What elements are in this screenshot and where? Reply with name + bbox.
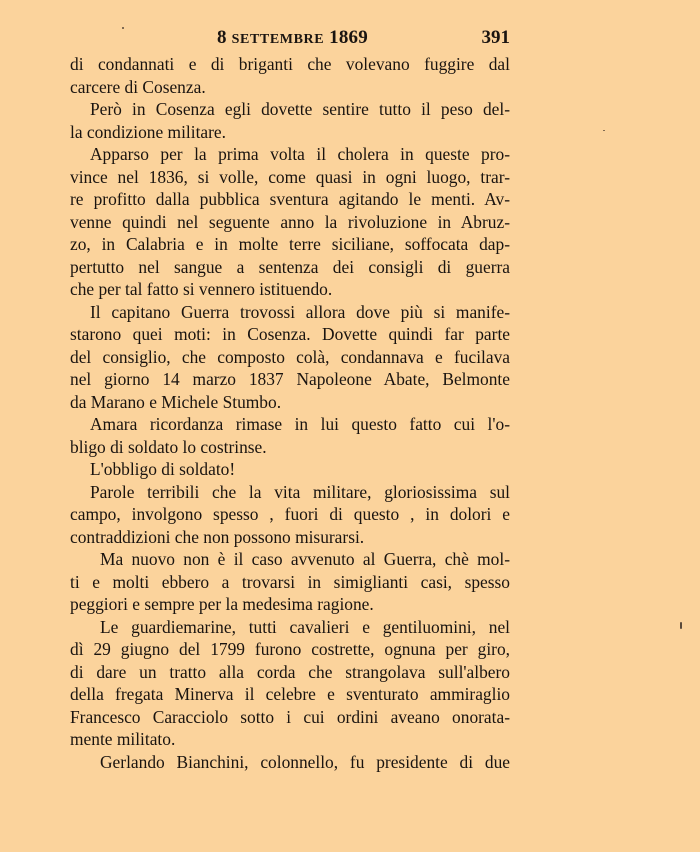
text-line: di condannati e di briganti che volevano fuggire dal: [70, 54, 510, 74]
text-line: contraddizioni che non possono misurarsi.: [70, 526, 365, 547]
paper-speck: [680, 622, 682, 629]
text-line: Le guardiemarine, tutti cavalieri e gentiluomini, nel: [100, 616, 510, 637]
text-line: campo, involgono spesso , fuori di questo , in dolori e: [70, 504, 510, 524]
running-head-date: 8 SETTEMBRE 1869: [217, 27, 368, 48]
text-line: di dare un tratto alla corda che strangolava sull'albero: [70, 661, 510, 682]
text-line: della fregata Minerva il celebre e sventurato ammiraglio: [70, 684, 510, 704]
text-line: pertutto nel sangue a sentenza dei consigli di guerra: [70, 256, 510, 277]
text-line: la condizione militare.: [70, 121, 226, 142]
text-line: Amara ricordanza rimase in lui questo fatto cui l'o-: [90, 414, 510, 434]
text-line: ti e molti ebbero a trovarsi in simiglianti casi, spesso: [70, 571, 510, 592]
text-line: Francesco Caracciolo sotto i cui ordini aveano onorata-: [70, 706, 510, 727]
text-line: Gerlando Bianchini, colonnello, fu presidente di due: [100, 751, 510, 772]
text-line: che per tal fatto si vennero istituendo.: [70, 279, 333, 299]
text-line: dì 29 giugno del 1799 furono costrette, ognuna per giro,: [70, 639, 510, 659]
text-line: Il capitano Guerra trovossi allora dove più si manife-: [90, 301, 510, 322]
text-line: carcere di Cosenza.: [70, 76, 206, 97]
text-line: da Marano e Michele Stumbo.: [70, 391, 282, 412]
text-line: del consiglio, che composto colà, condannava e fucilava: [70, 346, 510, 367]
text-line: Però in Cosenza egli dovette sentire tutto il peso del-: [90, 99, 510, 119]
text-line: L'obbligo di soldato!: [90, 459, 236, 479]
text-line: mente militato.: [70, 729, 176, 749]
text-line: zo, in Calabria e in molte terre siciliane, soffocata dap-: [70, 234, 510, 254]
text-line: starono quei moti: in Cosenza. Dovette quindi far parte: [70, 324, 510, 344]
body-text: [70, 53, 510, 773]
text-line: vince nel 1836, si volle, come quasi in ogni luogo, trar-: [70, 166, 510, 187]
text-line: Ma nuovo non è il caso avvenuto al Guerra, chè mol-: [100, 549, 510, 569]
page-header: [70, 27, 510, 49]
paper-speck: [603, 130, 605, 131]
text-line: Parole terribili che la vita militare, gloriosissima sul: [90, 481, 510, 502]
text-line: venne quindi nel seguente anno la rivoluzione in Abruz-: [70, 211, 510, 232]
text-line: peggiori e sempre per la medesima ragione.: [70, 594, 374, 614]
paper-speck: [122, 27, 124, 29]
text-line: nel giorno 14 marzo 1837 Napoleone Abate, Belmonte: [70, 369, 510, 389]
text-line: re profitto dalla pubblica sventura agitando le menti. Av-: [70, 189, 510, 209]
text-line: bligo di soldato lo costrinse.: [70, 436, 267, 457]
page-number: 391: [481, 27, 510, 48]
text-line: Apparso per la prima volta il cholera in queste pro-: [90, 144, 510, 164]
